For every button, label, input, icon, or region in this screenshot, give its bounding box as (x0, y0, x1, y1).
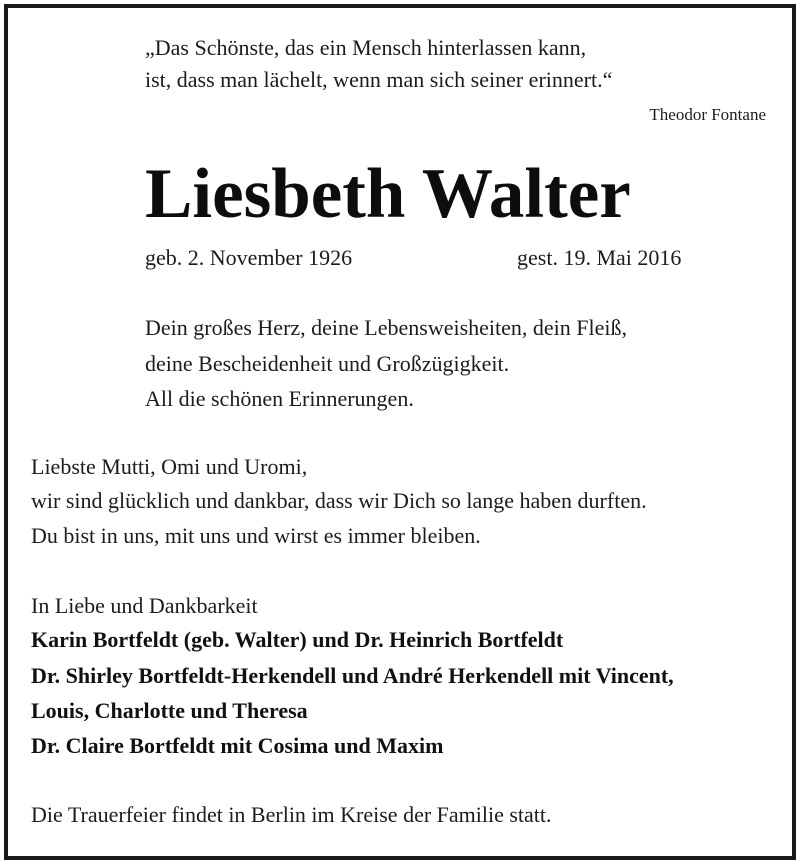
family-line-2: Dr. Shirley Bortfeldt-Herkendell und André Herkendell mit Vincent, (31, 663, 674, 688)
family-line-3: Louis, Charlotte und Theresa (31, 698, 308, 723)
tribute-line-1: Dein großes Herz, deine Lebensweisheiten, dein Fleiß, (145, 315, 628, 340)
death-date: gest. 19. Mai 2016 (517, 245, 682, 270)
letter-line-1: Liebste Mutti, Omi und Uromi, (31, 454, 308, 479)
quote-line-2: ist, dass man lächelt, wenn man sich seiner erinnert.“ (145, 67, 613, 92)
tribute-line-3: All die schönen Erinnerungen. (145, 386, 414, 411)
letter-line-2: wir sind glücklich und dankbar, dass wir Dich so lange haben durften. (31, 488, 647, 513)
tribute-line-2: deine Bescheidenheit und Großzügigkeit. (145, 351, 510, 376)
quote-line-1: „Das Schönste, das ein Mensch hinterlassen kann, (145, 35, 587, 60)
funeral-notice: Die Trauerfeier findet in Berlin im Kreise der Familie statt. (31, 802, 552, 827)
birth-date: geb. 2. November 1926 (145, 245, 353, 270)
deceased-name: Liesbeth Walter (145, 155, 631, 233)
signature-intro: In Liebe und Dankbarkeit (31, 593, 258, 618)
family-line-1: Karin Bortfeldt (geb. Walter) und Dr. Heinrich Bortfeldt (31, 627, 564, 652)
letter-line-3: Du bist in uns, mit uns und wirst es immer bleiben. (31, 523, 481, 548)
quote-author: Theodor Fontane (649, 105, 766, 124)
family-line-4: Dr. Claire Bortfeldt mit Cosima und Maxim (31, 733, 444, 758)
